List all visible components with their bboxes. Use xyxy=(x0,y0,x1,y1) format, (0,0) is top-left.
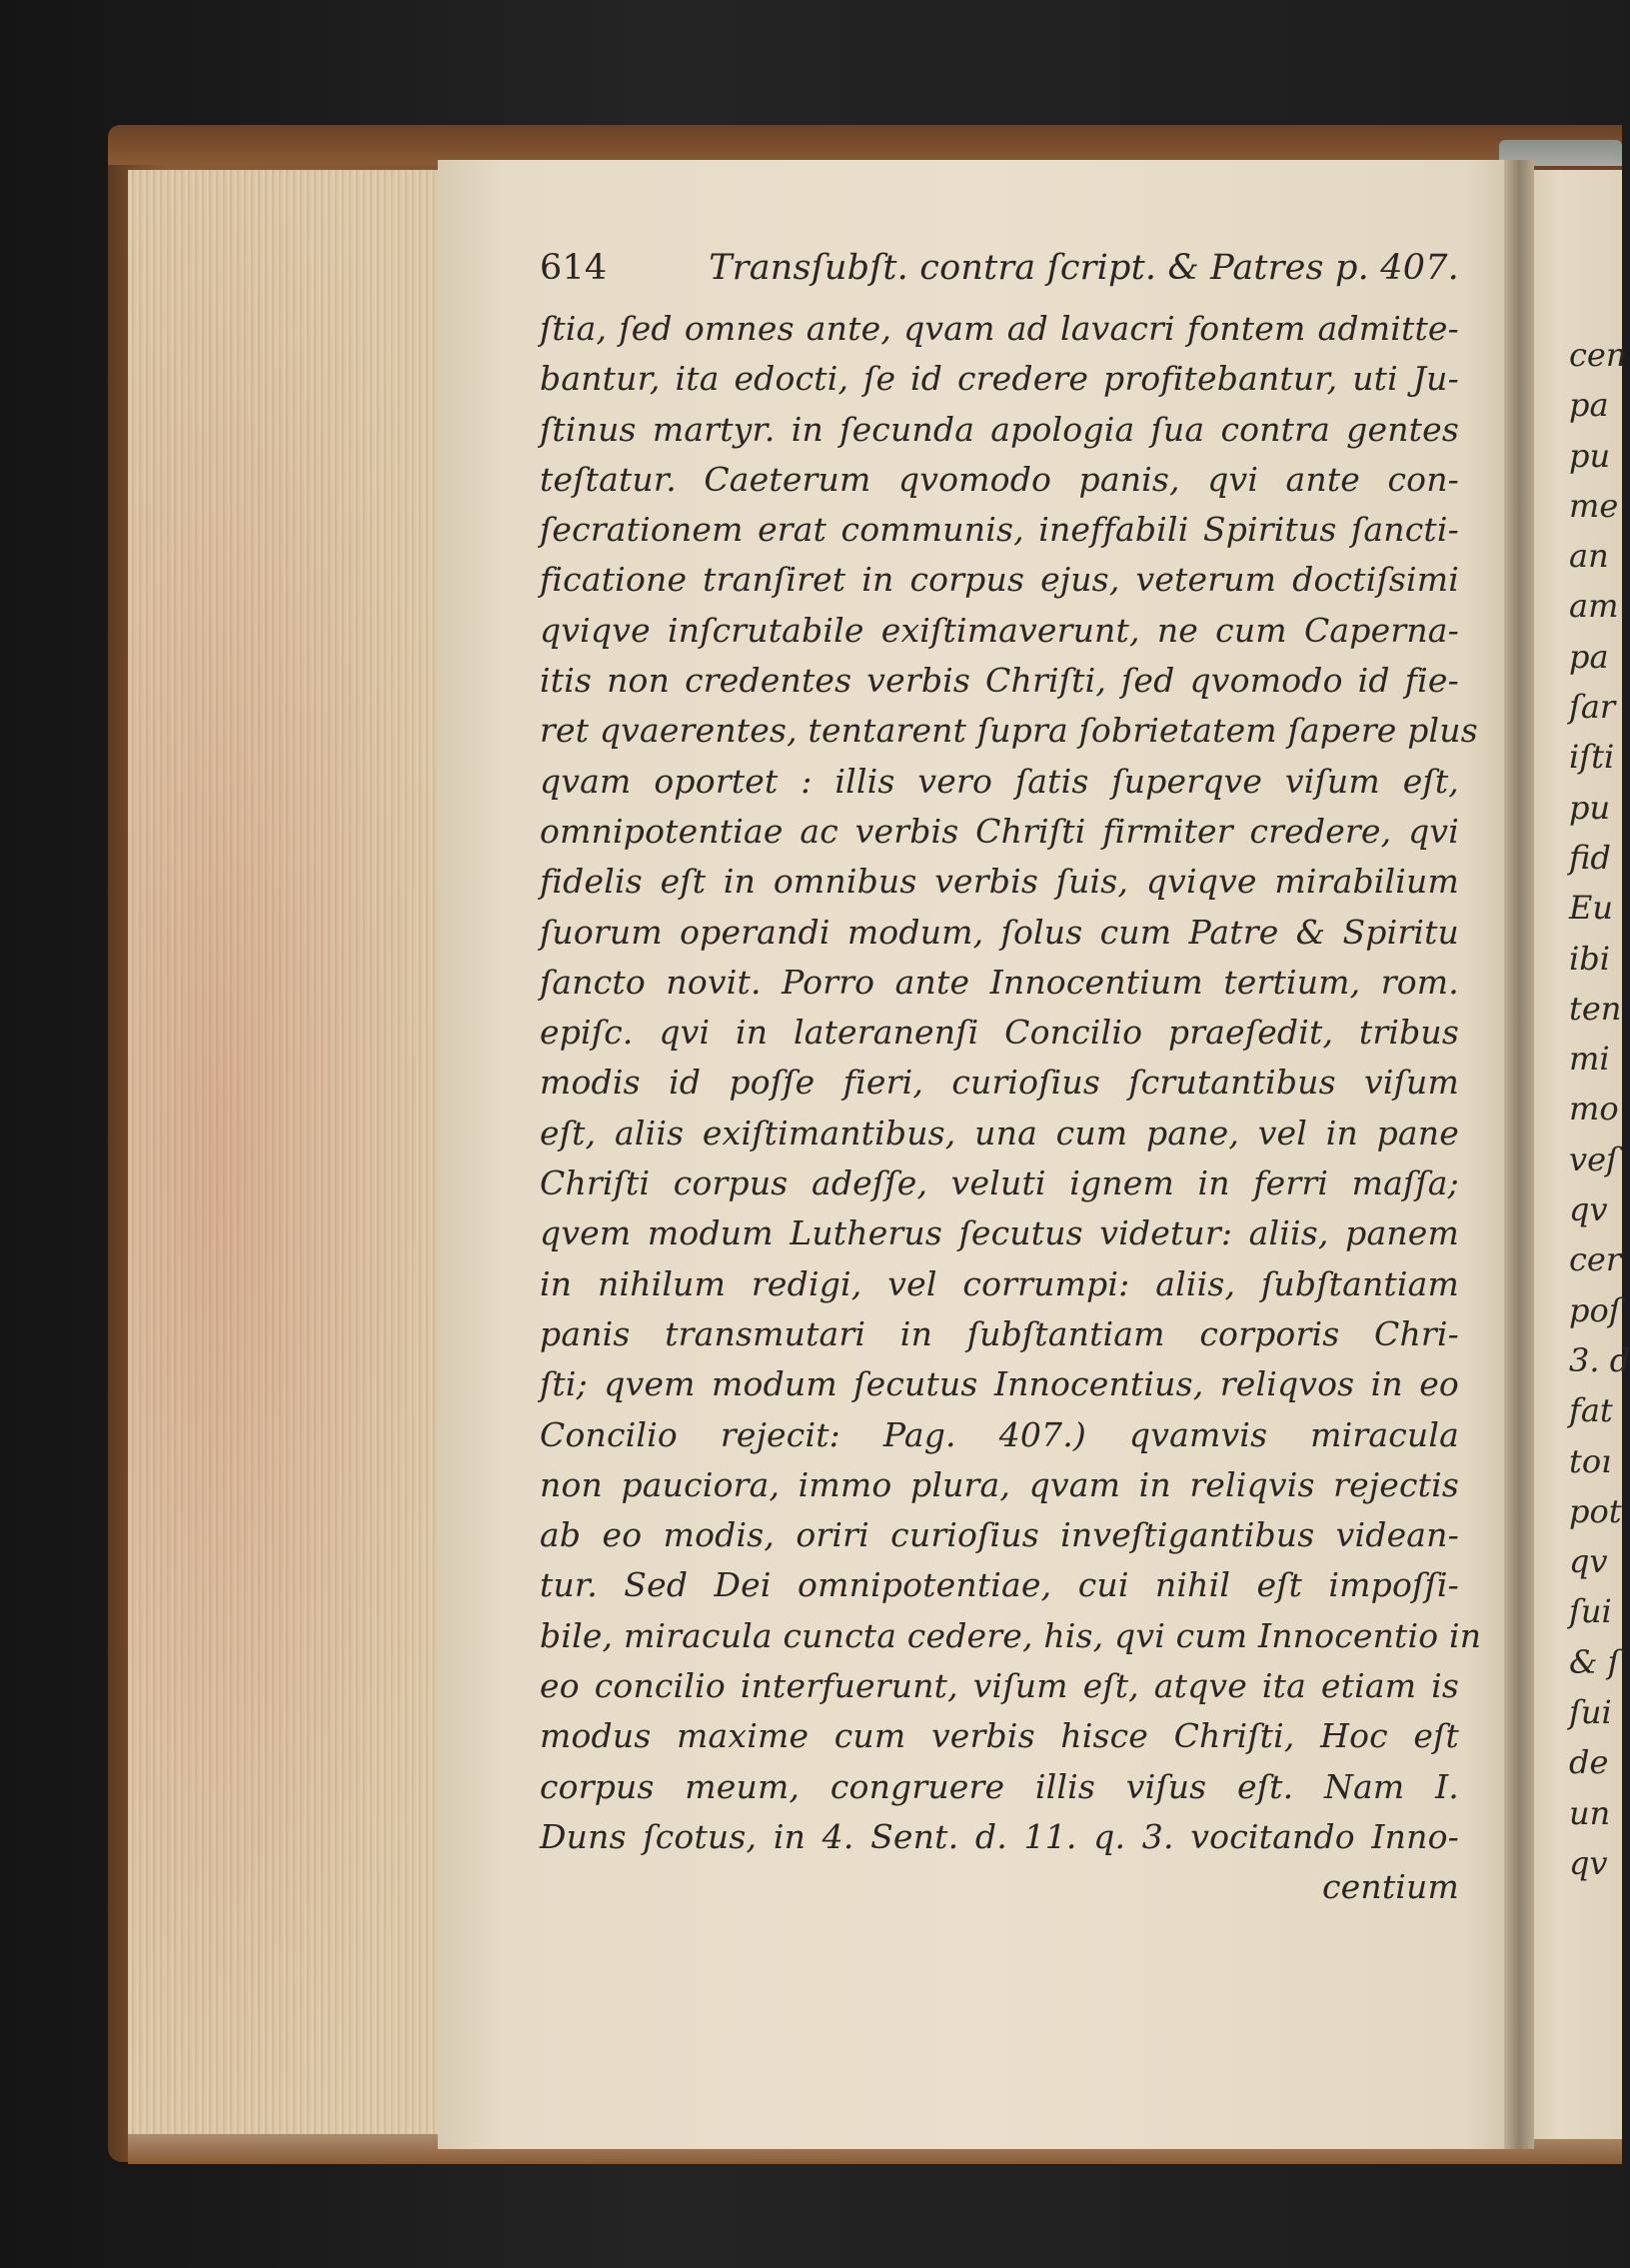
facing-page-line: pot xyxy=(1569,1491,1622,1530)
facing-page-line: fid xyxy=(1569,838,1611,877)
facing-page-line: cer xyxy=(1569,1240,1622,1279)
facing-page-line: de xyxy=(1569,1743,1609,1782)
text-line: panis transmutari in ſubſtantiam corporis Chri- xyxy=(540,1313,1459,1353)
facing-page-line: Eu xyxy=(1569,889,1613,928)
text-line: modis id poſſe fieri, curioſius ſcrutantibus viſum xyxy=(540,1063,1459,1103)
facing-page-line: pa xyxy=(1569,637,1609,676)
running-title: Transſubſt. contra ſcript. & Patres p. 407. xyxy=(709,248,1459,288)
text-line: Chriſti corpus adeſſe, veluti ignem in ferri maſſa; xyxy=(540,1163,1459,1203)
page-header xyxy=(540,248,1459,300)
text-line: bantur, ita edocti, ſe id credere profitebantur, uti Ju- xyxy=(540,359,1459,399)
text-line: itis non credentes verbis Chriſti, ſed qvomodo id fie- xyxy=(540,661,1459,701)
facing-page-line: ten xyxy=(1569,989,1622,1028)
text-line: qvem modum Lutherus ſecutus videtur: aliis, panem xyxy=(540,1213,1459,1253)
text-line: ſecrationem erat communis, ineffabili Spiritus ſancti- xyxy=(540,510,1459,550)
facing-page-line: qv xyxy=(1569,1542,1608,1581)
facing-page-line: ſui xyxy=(1569,1693,1612,1732)
book-gutter xyxy=(1504,160,1534,2149)
facing-page-line: poſ xyxy=(1569,1290,1621,1329)
facing-page-line: fat xyxy=(1569,1391,1613,1430)
book-cover-top-edge xyxy=(108,125,1622,165)
text-line: non pauciora, immo plura, qvam in reliqvis rejectis xyxy=(540,1464,1459,1504)
text-line: corpus meum, congruere illis viſus eſt. Nam I. xyxy=(540,1766,1459,1806)
text-line: tur. Sed Dei omnipotentiae, cui nihil eſt impoſſi- xyxy=(540,1565,1459,1605)
facing-page-line: cen xyxy=(1569,336,1627,374)
text-line: eſt, aliis exiſtimantibus, una cum pane, vel in pane xyxy=(540,1113,1459,1152)
facing-page-line: & ſ xyxy=(1569,1642,1620,1681)
facing-page-line: qv xyxy=(1569,1190,1608,1229)
body-lines xyxy=(540,304,1482,1913)
text-line: bile, miracula cuncta cedere, his, qvi cum Innocentio in xyxy=(540,1615,1482,1655)
facing-page-line: pu xyxy=(1569,436,1611,475)
text-line: ſti; qvem modum ſecutus Innocentius, reliqvos in eo xyxy=(540,1364,1459,1404)
page-block-edge xyxy=(128,170,438,2134)
facing-page-line: me xyxy=(1569,486,1619,525)
text-line: modus maxime cum verbis hisce Chriſti, Hoc eſt xyxy=(540,1716,1459,1756)
text-line: ſuorum operandi modum, ſolus cum Patre & Spiritu xyxy=(540,912,1459,952)
text-line: ficatione tranſiret in corpus ejus, veterum doctiſsimi xyxy=(540,560,1459,600)
text-line: in nihilum redigi, vel corrumpi: aliis, ſubſtantiam xyxy=(540,1263,1459,1303)
facing-page-line: ibi xyxy=(1569,939,1610,978)
facing-page-line: mi xyxy=(1569,1040,1610,1079)
text-line: Duns ſcotus, in 4. Sent. d. 11. q. 3. vocitando Inno- xyxy=(540,1816,1459,1856)
text-line: ſancto novit. Porro ante Innocentium tertium, rom. xyxy=(540,962,1459,1002)
page-number: 614 xyxy=(540,248,608,288)
facing-page-line: pu xyxy=(1569,788,1611,827)
text-line: teſtatur. Caeterum qvomodo panis, qvi ante con- xyxy=(540,459,1459,499)
text-line: qvam oportet : illis vero ſatis ſuperqve viſum eſt, xyxy=(540,761,1459,801)
text-line: fidelis eſt in omnibus verbis ſuis, qviqve mirabilium xyxy=(540,862,1459,902)
text-line: eo concilio interfuerunt, viſum eſt, atqve ita etiam is xyxy=(540,1666,1459,1706)
text-line: epiſc. qvi in lateranenſi Concilio praeſedit, tribus xyxy=(540,1013,1459,1053)
facing-page-text xyxy=(1569,330,1630,1888)
text-line: ſtia, ſed omnes ante, qvam ad lavacri fontem admitte- xyxy=(540,309,1459,348)
facing-page-line: mo xyxy=(1569,1090,1619,1129)
facing-page-line: an xyxy=(1569,537,1609,576)
facing-page-line: iſti xyxy=(1569,738,1615,777)
page-text xyxy=(540,248,1482,1913)
facing-page-line: veſ xyxy=(1569,1139,1618,1178)
text-line: ſtinus martyr. in ſecunda apologia ſua contra gentes xyxy=(540,409,1459,449)
facing-page-line: toı xyxy=(1569,1441,1612,1480)
facing-page-line: qv xyxy=(1569,1843,1608,1882)
facing-page-line: 3. d xyxy=(1569,1340,1630,1379)
text-line: Concilio rejecit: Pag. 407.) qvamvis miracula xyxy=(540,1414,1459,1454)
text-line: ret qvaerentes, tentarent ſupra ſobrietatem ſapere plus xyxy=(540,711,1478,751)
facing-page-line: am xyxy=(1569,587,1619,626)
text-line: centium xyxy=(1321,1867,1459,1907)
text-line: qviqve inſcrutabile exiſtimaverunt, ne cum Caperna- xyxy=(540,610,1459,650)
facing-page-line: pa xyxy=(1569,386,1609,425)
text-line: omnipotentiae ac verbis Chriſti firmiter credere, qvi xyxy=(540,811,1459,851)
facing-page-line: ſar xyxy=(1569,688,1616,727)
text-line: ab eo modis, oriri curioſius inveſtigantibus videan- xyxy=(540,1515,1459,1555)
facing-page-line: un xyxy=(1569,1793,1611,1832)
facing-page-line: ſui xyxy=(1569,1592,1612,1631)
